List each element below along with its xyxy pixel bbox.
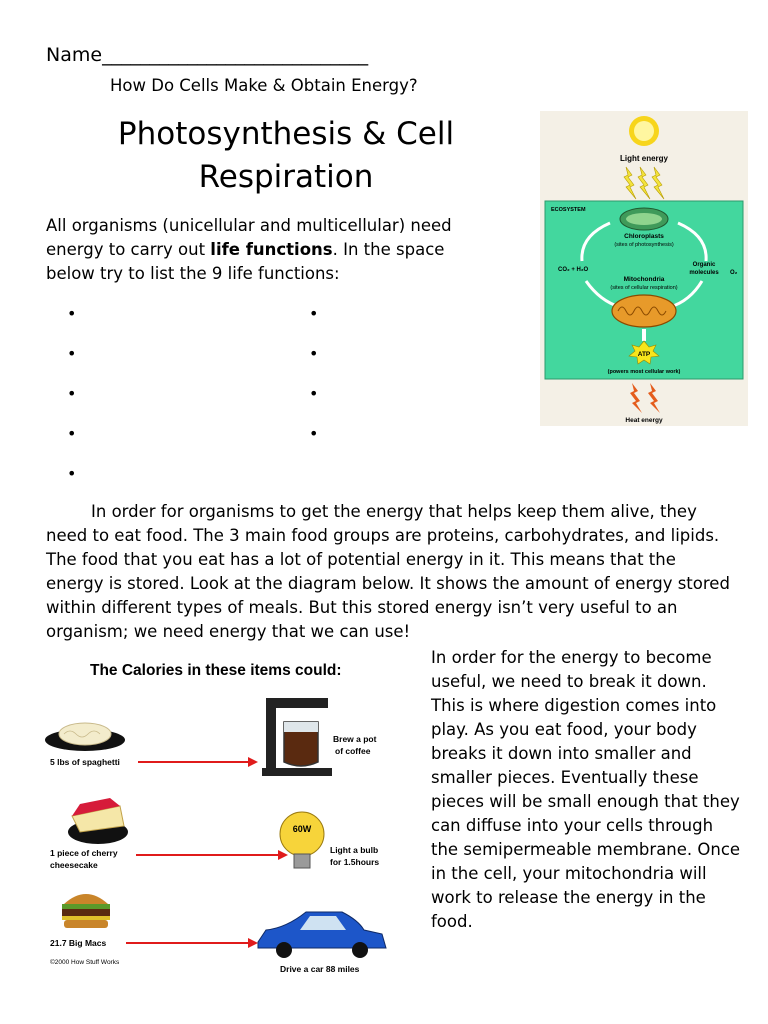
name-label: Name [46,44,103,66]
light-energy-label: Light energy [619,154,669,163]
organic-label-2: molecules [689,270,719,276]
bullet-4: • [67,424,77,443]
bullet-3: • [67,384,77,403]
car-icon [258,912,386,958]
light-bulb-icon [280,812,324,868]
chloroplasts-sublabel: (sites of photosynthesis) [614,242,674,248]
bullet-7: • [309,344,319,363]
spaghetti-label: 5 lbs of spaghetti [50,757,120,767]
copyright-label: ©2000 How Stuff Works [50,959,120,966]
burger-icon [62,894,110,928]
cheesecake-icon [68,798,128,844]
ecosystem-label: ECOSYSTEM [551,207,586,213]
name-blank[interactable]: ____________________________ [102,44,369,66]
mitochondria-label: Mitochondria [623,276,665,283]
bullet-1: • [67,304,77,323]
chloroplasts-label: Chloroplasts [624,233,664,240]
atp-sublabel: (powers most cellular work) [607,369,681,375]
intro-bold-term: life functions [210,240,333,259]
mitochondria-icon [612,295,676,327]
spaghetti-plate-icon [45,723,125,751]
calories-heading: The Calories in these items could: [90,662,342,679]
bulb-label-2: for 1.5hours [330,857,380,867]
oxygen-label: O₂ [730,270,738,276]
bullet-2: • [67,344,77,363]
coffee-label-1: Brew a pot [333,734,377,744]
arrow-row-3 [126,938,258,948]
name-line [46,44,368,66]
bullet-5: • [67,464,77,483]
mitochondria-sublabel: (sites of cellular respiration) [610,285,678,291]
arrow-row-2 [136,850,288,860]
co2-water-label: CO₂ + H₂O [558,267,589,273]
intro-paragraph [46,214,496,286]
bulb-watt-label: 60W [292,824,312,834]
heat-energy-label: Heat energy [625,417,663,424]
sun-icon [629,116,659,146]
page-title [70,113,502,199]
coffee-maker-icon [262,698,332,776]
bigmacs-label: 21.7 Big Macs [50,938,107,948]
title-line-1: Photosynthesis & Cell [117,116,455,152]
light-bolt-icon [624,167,664,199]
bullet-6: • [309,304,319,323]
energy-cycle-diagram [540,111,748,426]
arrow-row-1 [138,757,258,767]
intro-text-start: All organisms (unicellular and multicellular) need energy to carry out [46,216,452,259]
coffee-label-2: of coffee [335,746,371,756]
intro-text-end: . In the space below try to list the 9 life functions: [46,240,445,283]
cheesecake-label-2: cheesecake [50,860,98,870]
paragraph-food-energy: In order for organisms to get the energy that helps keep them alive, they need to eat food. The 3 main food groups are proteins, carbohydrates, and lipids. The food that you eat has a lot of potential energy in it. This means that the energy is stored. Look at the diagram below. It shows the amount of energy stored within different types of meals. But this stored energy isn’t very useful to an organism; we need energy that we can use! [46,502,730,641]
subtitle: How Do Cells Make & Obtain Energy? [110,76,418,95]
bullet-9: • [309,424,319,443]
bulb-label-1: Light a bulb [330,845,379,855]
bullet-8: • [309,384,319,403]
organic-label-1: Organic [692,262,716,268]
chloroplast-icon [620,208,668,230]
heat-arrow-icon [630,383,660,413]
title-line-2: Respiration [198,159,374,195]
atp-label: ATP [637,351,651,358]
paragraph-digestion: In order for the energy to become useful, we need to break it down. This is where digestion comes into play. As you eat food, your body breaks it down into smaller and smaller pieces. Eventually these pieces will be small enough that they can diffuse into your cells through the semipermeable membrane. Once in the cell, your mitochondria will work to release the energy in the food. [431,648,741,931]
car-label: Drive a car 88 miles [280,964,360,974]
calories-diagram [40,656,410,976]
cheesecake-label-1: 1 piece of cherry [50,848,118,858]
